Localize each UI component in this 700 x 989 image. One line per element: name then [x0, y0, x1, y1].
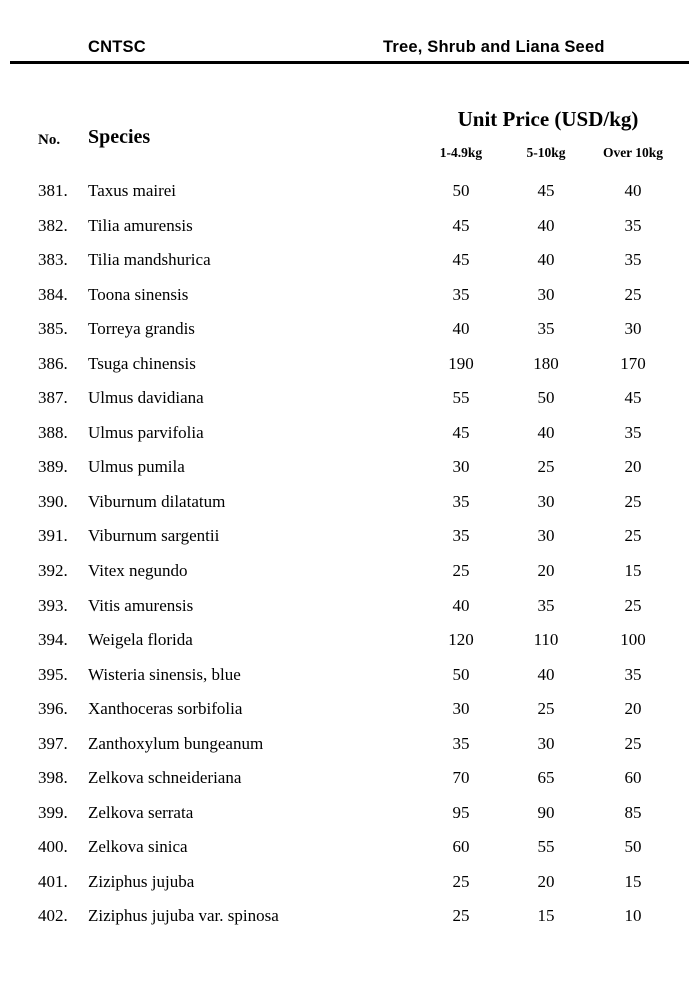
price-1-4.9kg: 55 [452, 388, 470, 408]
price-1-4.9kg: 60 [452, 837, 470, 857]
price-1-4.9kg: 190 [448, 353, 474, 373]
column-header-unit-price: Unit Price (USD/kg) [457, 107, 639, 131]
price-5-10kg: 90 [537, 802, 555, 822]
price-5-10kg: 20 [537, 561, 555, 581]
price-5-10kg: 30 [537, 526, 555, 546]
price-5-10kg: 55 [537, 837, 555, 857]
table-row [38, 243, 678, 278]
table-row [38, 278, 678, 313]
row-number: 385. [38, 319, 68, 339]
species-name: Zelkova sinica [88, 837, 188, 857]
row-number: 391. [38, 526, 68, 546]
price-5-10kg: 40 [537, 215, 555, 235]
price-over-10kg: 45 [624, 388, 642, 408]
row-number: 396. [38, 699, 68, 719]
price-over-10kg: 15 [624, 561, 642, 581]
species-name: Ziziphus jujuba var. spinosa [88, 906, 279, 926]
species-name: Vitex negundo [88, 561, 188, 581]
price-5-10kg: 30 [537, 733, 555, 753]
species-name: Taxus mairei [88, 181, 177, 200]
price-1-4.9kg: 25 [452, 561, 470, 581]
table-row [38, 623, 678, 658]
species-name: Ziziphus jujuba [88, 871, 195, 891]
column-header-no: No. [38, 132, 61, 148]
species-name: Zelkova schneideriana [88, 768, 242, 788]
price-over-10kg: 20 [624, 699, 642, 719]
species-name: Viburnum sargentii [88, 526, 220, 546]
price-subcolumn-headers [418, 145, 678, 161]
row-number: 384. [38, 284, 68, 304]
species-name: Zelkova serrata [88, 802, 194, 822]
price-over-10kg: 20 [624, 457, 642, 477]
price-1-4.9kg: 45 [452, 422, 470, 442]
table-row [38, 416, 678, 451]
species-name: Vitis amurensis [88, 595, 194, 615]
price-1-4.9kg: 30 [452, 457, 470, 477]
price-5-10kg: 35 [537, 319, 555, 339]
price-5-10kg: 15 [537, 906, 555, 926]
price-over-10kg: 25 [624, 526, 642, 546]
table-row [38, 796, 678, 831]
row-number: 395. [38, 664, 68, 684]
column-header-over-10kg: Over 10kg [602, 145, 664, 160]
price-over-10kg: 100 [620, 630, 646, 650]
row-number: 392. [38, 561, 68, 581]
price-over-10kg: 35 [624, 250, 642, 270]
price-over-10kg: 10 [624, 906, 642, 926]
price-over-10kg: 40 [624, 181, 642, 200]
table-row [38, 761, 678, 796]
table-row [38, 485, 678, 520]
row-number: 388. [38, 422, 68, 442]
table-row [38, 347, 678, 382]
price-over-10kg: 25 [624, 733, 642, 753]
org-name: CNTSC [88, 38, 146, 56]
table-row [38, 865, 678, 900]
table-row [38, 899, 678, 934]
species-price-table [38, 174, 678, 934]
price-1-4.9kg: 25 [452, 871, 470, 891]
price-1-4.9kg: 95 [452, 802, 470, 822]
price-5-10kg: 40 [537, 664, 555, 684]
price-1-4.9kg: 40 [452, 319, 470, 339]
table-row [38, 727, 678, 762]
price-5-10kg: 110 [533, 630, 559, 650]
price-5-10kg: 65 [537, 768, 555, 788]
row-number: 398. [38, 768, 68, 788]
row-number: 381. [38, 181, 68, 200]
price-over-10kg: 25 [624, 595, 642, 615]
price-5-10kg: 25 [537, 457, 555, 477]
species-name: Zanthoxylum bungeanum [88, 733, 264, 753]
price-over-10kg: 35 [624, 215, 642, 235]
price-1-4.9kg: 35 [452, 491, 470, 511]
price-5-10kg: 25 [537, 699, 555, 719]
price-1-4.9kg: 25 [452, 906, 470, 926]
table-row [38, 519, 678, 554]
column-header-species: Species [88, 126, 151, 148]
row-number: 383. [38, 250, 68, 270]
row-number: 401. [38, 871, 68, 891]
price-1-4.9kg: 45 [452, 215, 470, 235]
species-name: Torreya grandis [88, 319, 195, 339]
species-name: Wisteria sinensis, blue [88, 664, 241, 684]
price-over-10kg: 35 [624, 422, 642, 442]
price-over-10kg: 30 [624, 319, 642, 339]
price-5-10kg: 180 [533, 353, 559, 373]
table-row [38, 450, 678, 485]
species-name: Weigela florida [88, 630, 193, 650]
price-over-10kg: 25 [624, 491, 642, 511]
table-row [38, 692, 678, 727]
price-5-10kg: 45 [537, 181, 555, 200]
price-1-4.9kg: 30 [452, 699, 470, 719]
price-1-4.9kg: 45 [452, 250, 470, 270]
price-1-4.9kg: 70 [452, 768, 470, 788]
table-row [38, 174, 678, 209]
price-over-10kg: 25 [624, 284, 642, 304]
price-1-4.9kg: 35 [452, 284, 470, 304]
column-header-5-10kg: 5-10kg [526, 145, 566, 160]
species-name: Ulmus davidiana [88, 388, 204, 408]
table-row [38, 209, 678, 244]
table-row [38, 381, 678, 416]
row-number: 400. [38, 837, 68, 857]
price-1-4.9kg: 120 [448, 630, 474, 650]
price-5-10kg: 35 [537, 595, 555, 615]
row-number: 382. [38, 215, 68, 235]
row-number: 390. [38, 491, 68, 511]
price-1-4.9kg: 35 [452, 526, 470, 546]
price-5-10kg: 40 [537, 422, 555, 442]
row-number: 386. [38, 353, 68, 373]
price-5-10kg: 20 [537, 871, 555, 891]
price-1-4.9kg: 35 [452, 733, 470, 753]
price-over-10kg: 170 [620, 353, 646, 373]
table-row [38, 312, 678, 347]
price-5-10kg: 40 [537, 250, 555, 270]
price-5-10kg: 30 [537, 491, 555, 511]
price-1-4.9kg: 50 [452, 664, 470, 684]
species-name: Tsuga chinensis [88, 353, 196, 373]
price-1-4.9kg: 40 [452, 595, 470, 615]
species-name: Tilia mandshurica [88, 250, 211, 270]
table-row [38, 589, 678, 624]
price-over-10kg: 85 [624, 802, 642, 822]
price-over-10kg: 35 [624, 664, 642, 684]
row-number: 399. [38, 802, 68, 822]
price-over-10kg: 50 [624, 837, 642, 857]
row-number: 387. [38, 388, 68, 408]
table-row [38, 554, 678, 589]
document-title: Tree, Shrub and Liana Seed [383, 38, 605, 56]
header-rule [10, 61, 689, 64]
species-name: Ulmus pumila [88, 457, 185, 477]
price-over-10kg: 15 [624, 871, 642, 891]
row-number: 397. [38, 733, 68, 753]
price-5-10kg: 30 [537, 284, 555, 304]
species-name: Viburnum dilatatum [88, 491, 226, 511]
row-number: 393. [38, 595, 68, 615]
column-header-1-4.9kg: 1-4.9kg [439, 145, 483, 160]
price-5-10kg: 50 [537, 388, 555, 408]
species-name: Ulmus parvifolia [88, 422, 204, 442]
row-number: 389. [38, 457, 68, 477]
row-number: 394. [38, 630, 68, 650]
species-name: Toona sinensis [88, 284, 189, 304]
table-row [38, 830, 678, 865]
price-1-4.9kg: 50 [452, 181, 470, 200]
table-row [38, 658, 678, 693]
row-number: 402. [38, 906, 68, 926]
species-name: Xanthoceras sorbifolia [88, 699, 243, 719]
price-over-10kg: 60 [624, 768, 642, 788]
species-name: Tilia amurensis [88, 215, 193, 235]
